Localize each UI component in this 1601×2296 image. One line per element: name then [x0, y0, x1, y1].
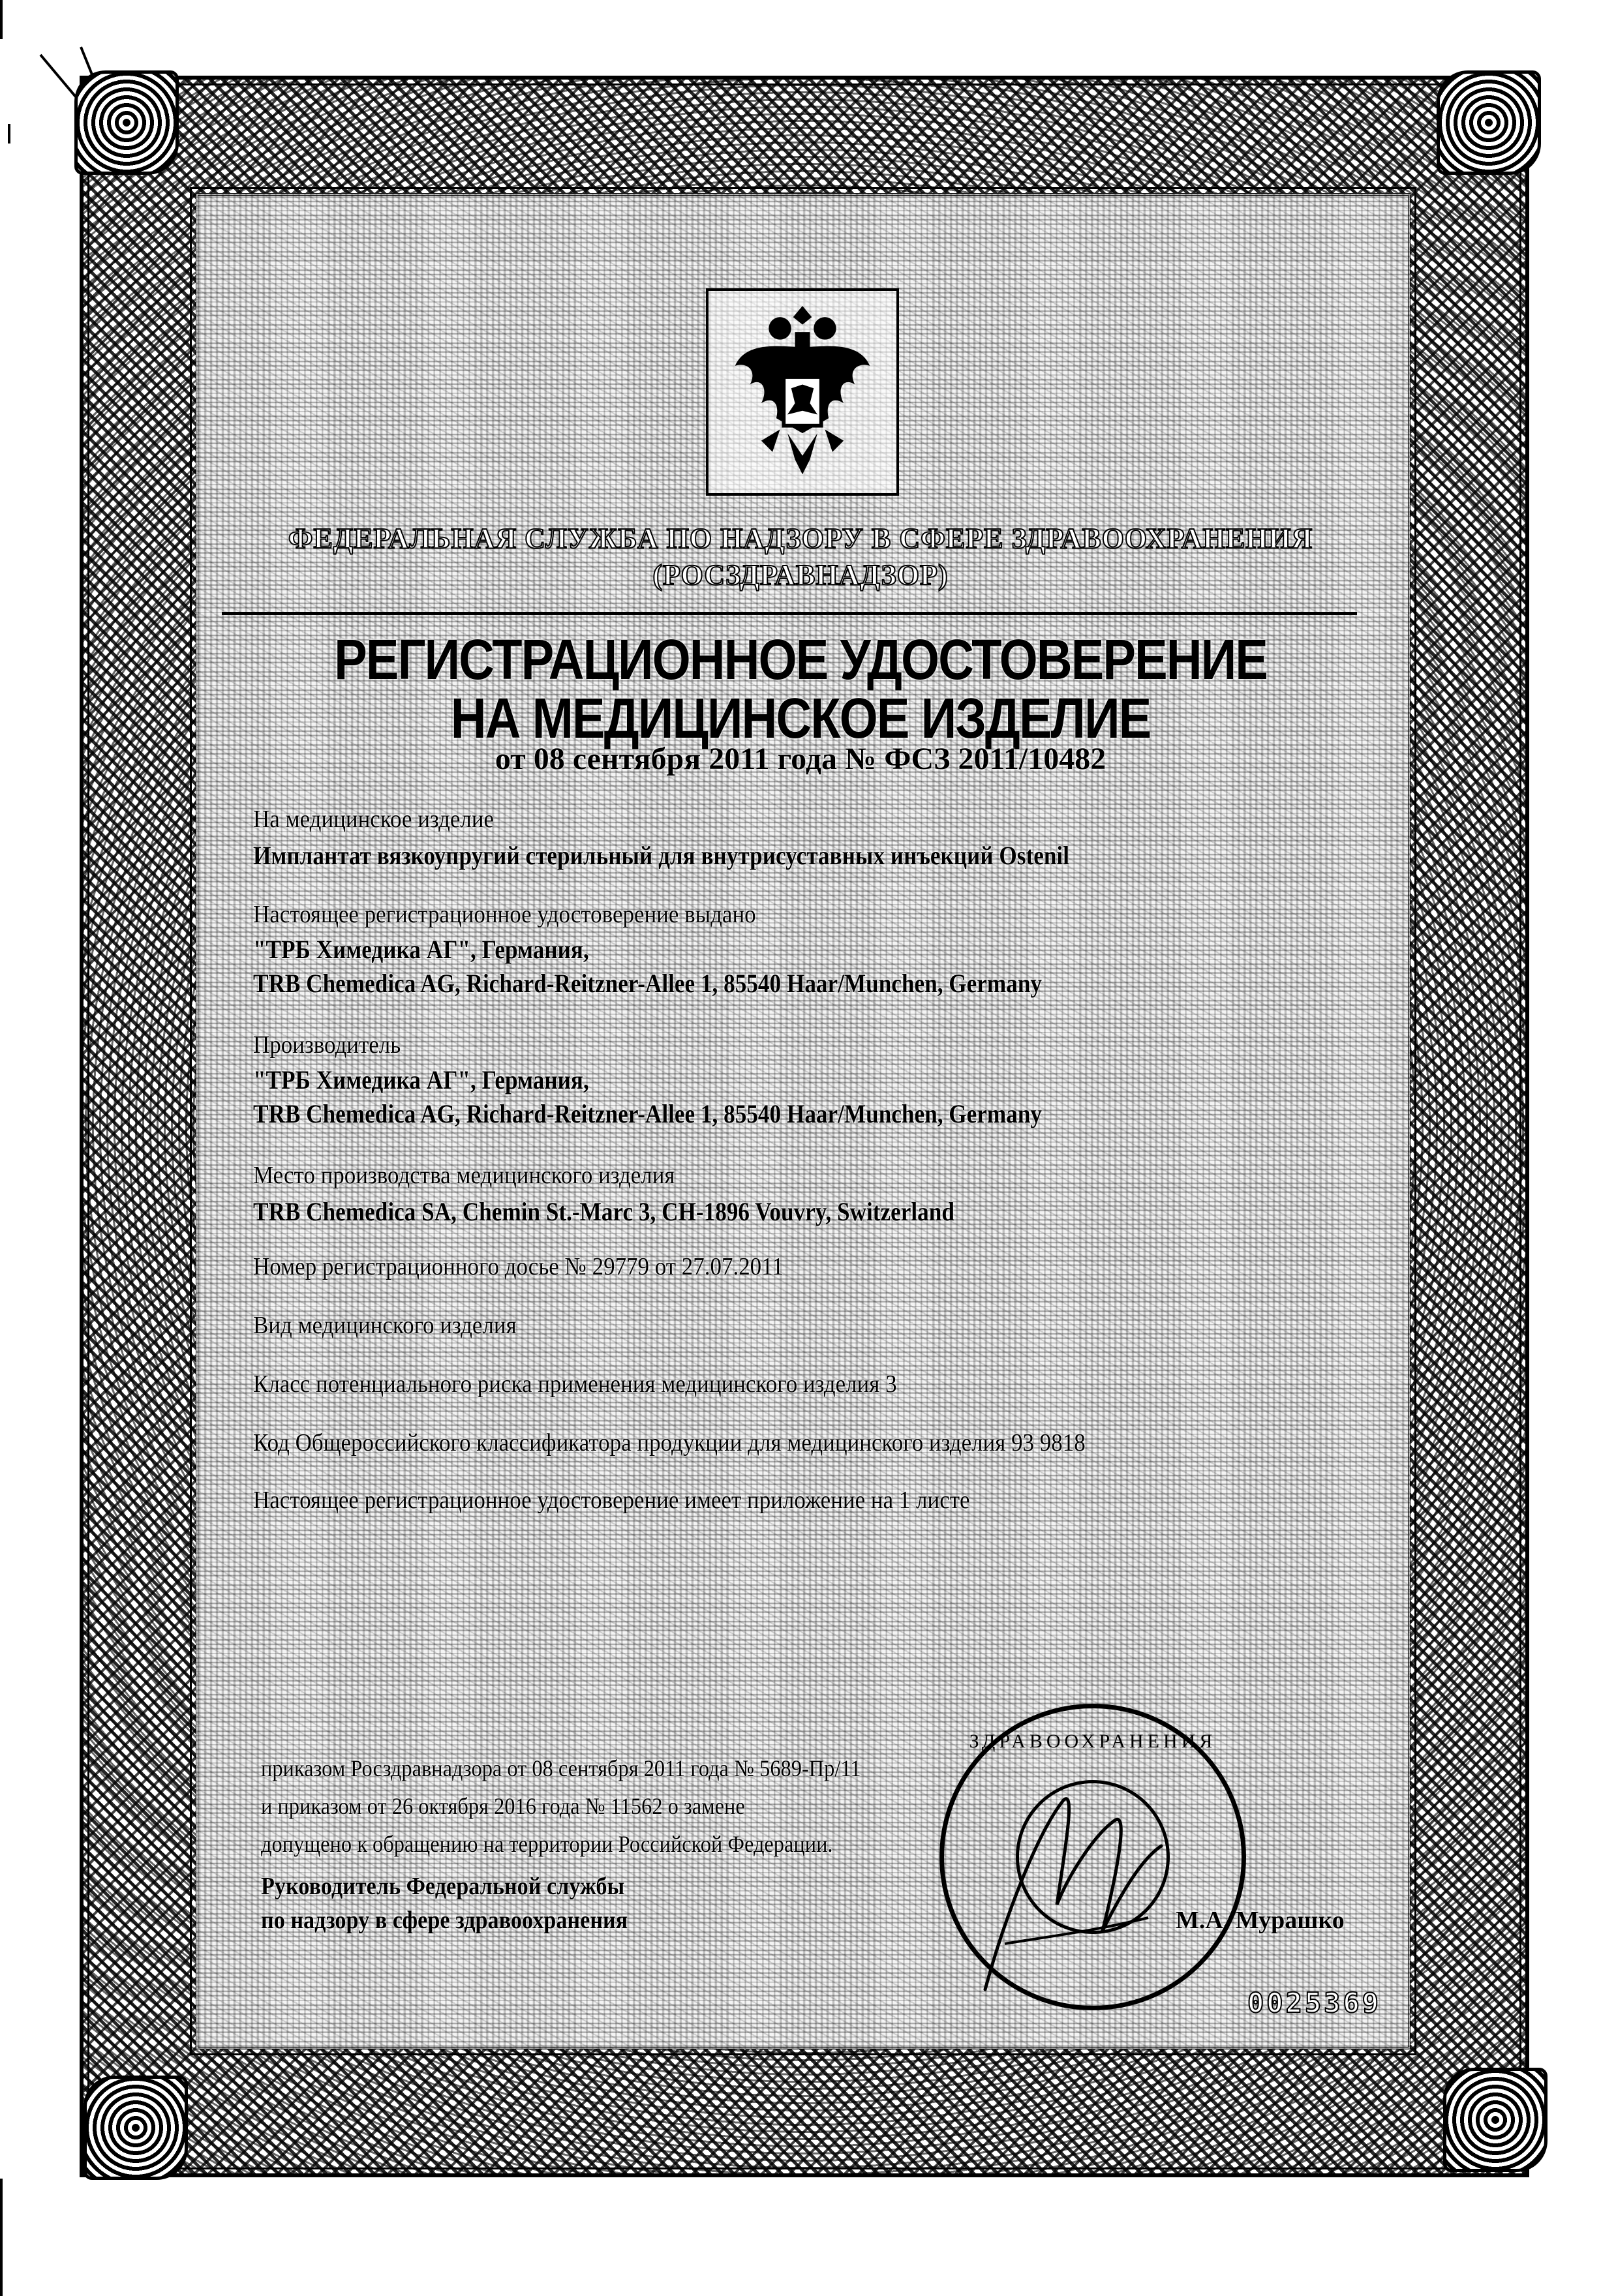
device-value: Имплантат вязкоупругий стерильный для внутрисуставных инъекций Ostenil — [253, 841, 1069, 870]
issued-to-address: TRB Chemedica AG, Richard-Reitzner-Allee 1, 85540 Haar/Munchen, Germany — [253, 969, 1043, 998]
signer-position: Руководитель Федеральной службы — [261, 1873, 625, 1900]
agency-name: ФЕДЕРАЛЬНАЯ СЛУЖБА ПО НАДЗОРУ В СФЕРЕ ЗДРАВООХРАНЕНИЯ — [288, 522, 1313, 554]
serial-number: 0025369 — [1247, 1987, 1382, 2019]
manufacturer-label: Производитель — [253, 1031, 401, 1059]
certificate-number: от 08 сентября 2011 года № ФСЗ 2011/10482 — [495, 742, 1106, 776]
signer-position-cont: по надзору в сфере здравоохранения — [261, 1907, 628, 1934]
document-title: РЕГИСТРАЦИОННОЕ УДОСТОВЕРЕНИЕ — [334, 627, 1267, 692]
order-line-2: и приказом от 26 октября 2016 года № 11562 о замене — [261, 1793, 745, 1819]
signer-name: М.А. Мурашко — [1176, 1907, 1345, 1934]
dossier-number: Номер регистрационного досье № 29779 от 27.07.2011 — [253, 1253, 784, 1280]
document-subtitle: НА МЕДИЦИНСКОЕ ИЗДЕЛИЕ — [450, 686, 1151, 751]
agency-abbreviation: (РОСЗДРАВНАДЗОР) — [652, 559, 949, 591]
okp-code: Код Общероссийского классификатора продукции для медицинского изделия 93 9818 — [253, 1429, 1086, 1457]
order-line-1: приказом Росздравнадзора от 08 сентября 2011 года № 5689-Пр/11 — [261, 1755, 861, 1781]
issued-to-label: Настоящее регистрационное удостоверение выдано — [253, 901, 756, 928]
device-type: Вид медицинского изделия — [253, 1312, 517, 1339]
risk-class: Класс потенциального риска применения медицинского изделия 3 — [253, 1370, 897, 1398]
device-label: На медицинское изделие — [253, 806, 495, 833]
seal-text: ЗДРАВООХРАНЕНИЯ — [969, 1730, 1217, 1752]
order-line-3: допущено к обращению на территории Российской Федерации. — [261, 1831, 833, 1857]
issued-to-name: "ТРБ Химедика АГ", Германия, — [253, 935, 589, 964]
signature-icon — [966, 1774, 1174, 2002]
header-divider — [222, 612, 1357, 615]
appendix-note: Настоящее регистрационное удостоверение имеет приложение на 1 листе — [253, 1487, 970, 1514]
manufacturer-address: TRB Chemedica AG, Richard-Reitzner-Allee 1, 85540 Haar/Munchen, Germany — [253, 1099, 1043, 1128]
production-site-value: TRB Chemedica SA, Chemin St.-Marc 3, CH-1896 Vouvry, Switzerland — [253, 1197, 954, 1226]
manufacturer-name: "ТРБ Химедика АГ", Германия, — [253, 1065, 589, 1095]
production-site-label: Место производства медицинского изделия — [253, 1162, 675, 1189]
